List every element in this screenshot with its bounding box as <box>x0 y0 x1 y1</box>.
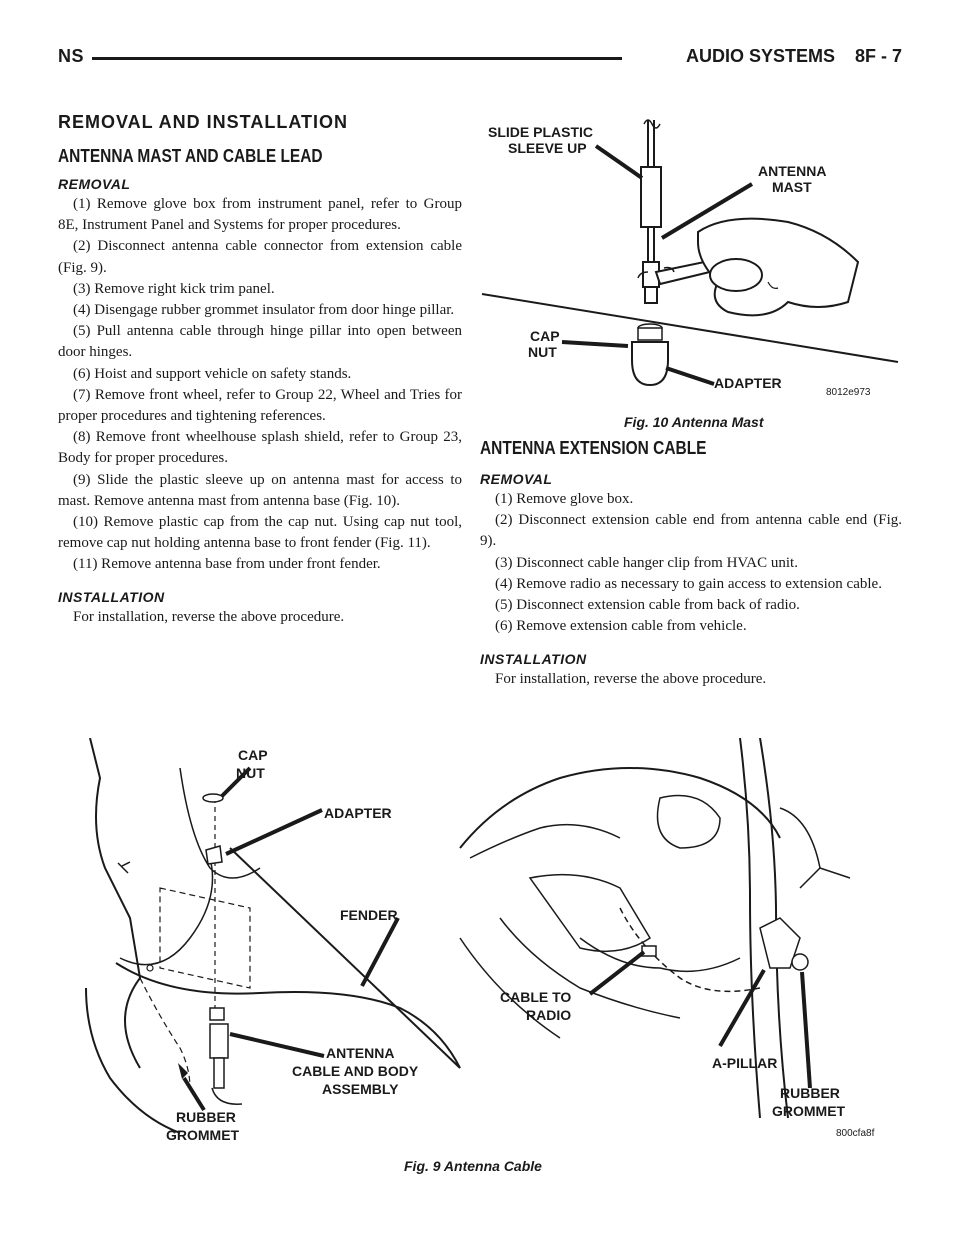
fig9-code: 800cfa8f <box>836 1128 875 1139</box>
mast-step: (11) Remove antenna base from under front fender. <box>73 556 381 573</box>
header-rule <box>92 57 622 60</box>
mast-step: (9) Slide the plastic sleeve up on antenna mast for access to mast. Remove antenna mast from antenna base (Fig. 10). <box>58 471 462 509</box>
mast-step: (7) Remove front wheel, refer to Group 22, Wheel and Tries for proper procedures and tightening references. <box>58 386 462 425</box>
fig10-label-mast: MAST <box>772 179 812 195</box>
extension-step: (5) Disconnect extension cable from back of radio. <box>495 597 800 614</box>
fig10-code: 8012e973 <box>826 387 871 398</box>
fig9-antenna-cable-illustration <box>60 738 900 1148</box>
fig9-label-rubber-right: RUBBER <box>780 1085 840 1101</box>
left-column <box>58 146 462 628</box>
extension-removal-heading: REMOVAL <box>480 471 553 487</box>
extension-title: ANTENNA EXTENSION CABLE <box>480 438 707 458</box>
fig9-label-fender: FENDER <box>340 907 398 923</box>
fig9-label-adapter: ADAPTER <box>324 805 392 821</box>
header-right: AUDIO SYSTEMS 8F - 7 <box>685 46 902 66</box>
fig10-label-slide-plastic: SLIDE PLASTIC <box>488 124 594 140</box>
fig9-label-grommet-left: GROMMET <box>166 1127 240 1143</box>
mast-step: (2) Disconnect antenna cable connector from extension cable (Fig. 9). <box>58 238 462 276</box>
mast-step: (10) Remove plastic cap from the cap nut. Using cap nut tool, remove cap nut holding antenna base to front fender (Fig. 11). <box>58 514 462 552</box>
extension-step: (1) Remove glove box. <box>495 491 634 507</box>
extension-step: (6) Remove extension cable from vehicle. <box>495 618 747 635</box>
fig9-label-cap: CAP <box>238 747 268 763</box>
mast-removal-heading: REMOVAL <box>58 176 131 192</box>
extension-installation-text: For installation, reverse the above procedure. <box>495 671 767 688</box>
fig9-label-radio: RADIO <box>526 1007 572 1023</box>
fig9-label-nut: NUT <box>236 765 265 781</box>
fig9-label-antenna: ANTENNA <box>326 1045 395 1061</box>
fig10-label-antenna: ANTENNA <box>758 163 827 179</box>
fig9-label-grommet-right: GROMMET <box>772 1103 846 1119</box>
fig10-label-cap: CAP <box>530 328 560 344</box>
extension-step: (2) Disconnect extension cable end from antenna cable end (Fig. 9). <box>480 512 902 550</box>
fig10-label-sleeve-up: SLEEVE UP <box>508 140 587 156</box>
right-column <box>480 438 902 691</box>
fig10-caption: Fig. 10 Antenna Mast <box>624 414 764 430</box>
fig10-antenna-mast-illustration <box>478 112 902 402</box>
mast-step: (5) Pull antenna cable through hinge pillar into open between door hinges. <box>58 323 462 361</box>
mast-step: (4) Disengage rubber grommet insulator from door hinge pillar. <box>73 302 455 319</box>
extension-step: (4) Remove radio as necessary to gain access to extension cable. <box>495 575 882 592</box>
fig10-label-adapter: ADAPTER <box>714 375 782 391</box>
mast-step: (3) Remove right kick trim panel. <box>73 280 275 297</box>
mast-step: (6) Hoist and support vehicle on safety stands. <box>73 365 352 382</box>
mast-step: (8) Remove front wheelhouse splash shield, refer to Group 23, Body for proper procedures. <box>58 429 462 467</box>
fig9-label-assembly: ASSEMBLY <box>322 1081 399 1097</box>
fig9-label-rubber-left: RUBBER <box>176 1109 236 1125</box>
mast-title: ANTENNA MAST AND CABLE LEAD <box>58 146 323 166</box>
header-left: NS <box>58 46 85 66</box>
fig9-label-a-pillar: A-PILLAR <box>712 1055 778 1071</box>
mast-installation-text: For installation, reverse the above procedure. <box>73 608 345 625</box>
fig9-caption: Fig. 9 Antenna Cable <box>404 1158 542 1174</box>
fig9-label-cable-and-body: CABLE AND BODY <box>292 1063 419 1079</box>
fig10-label-nut: NUT <box>528 344 557 360</box>
extension-installation-heading: INSTALLATION <box>480 651 587 668</box>
extension-step: (3) Disconnect cable hanger clip from HVAC unit. <box>495 554 798 571</box>
mast-step: (1) Remove glove box from instrument panel, refer to Group 8E, Instrument Panel and Systems for proper procedures. <box>58 196 462 234</box>
fig9-label-cable-to: CABLE TO <box>500 989 572 1005</box>
mast-installation-heading: INSTALLATION <box>58 588 165 605</box>
section-title: REMOVAL AND INSTALLATION <box>58 112 348 132</box>
